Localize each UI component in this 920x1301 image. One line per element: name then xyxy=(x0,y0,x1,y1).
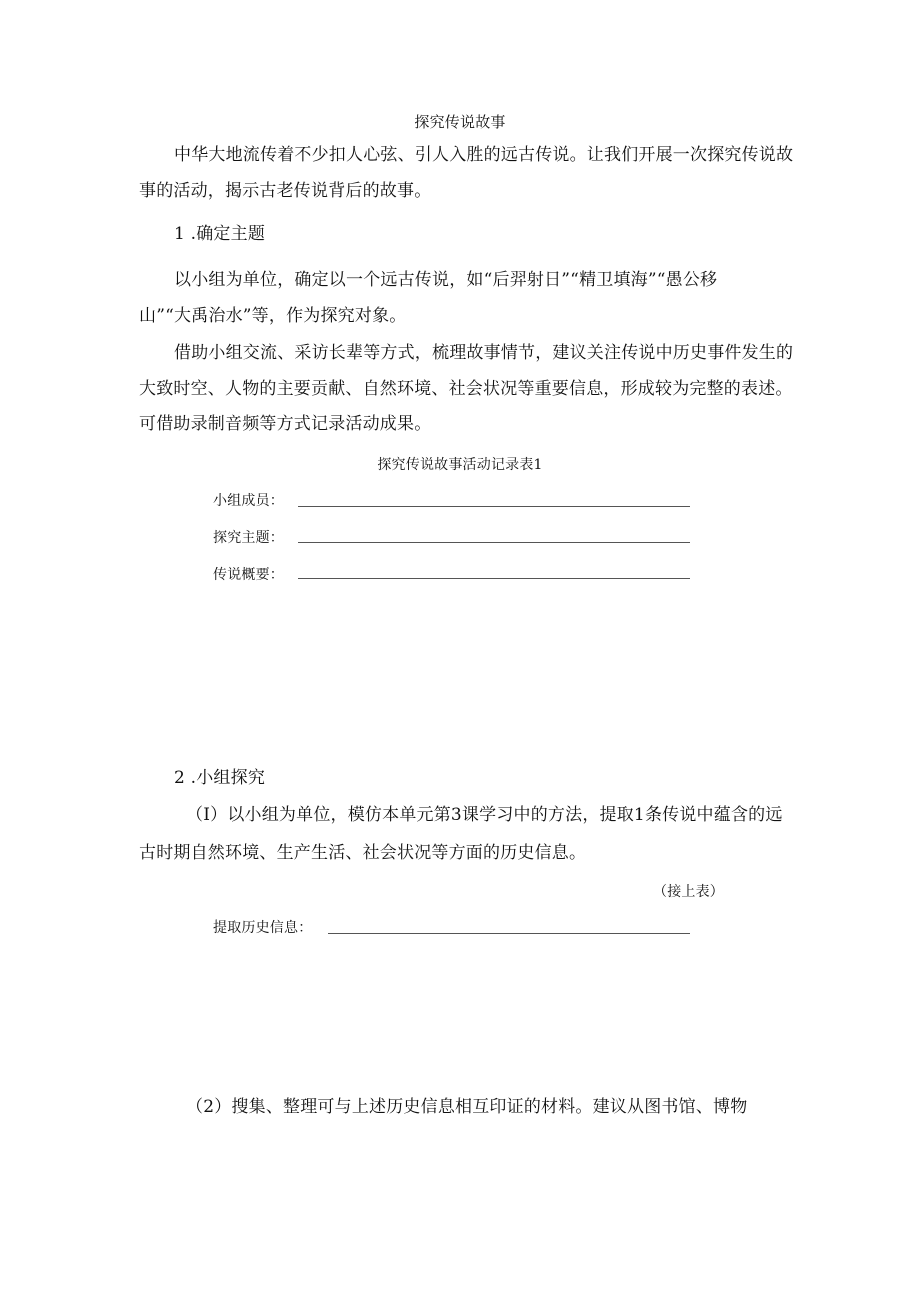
intro-line-2: 事的活动，揭示古老传说背后的故事。 xyxy=(139,181,432,201)
field-label-extract-history: 提取历史信息： xyxy=(213,920,313,936)
page-title: 探究传说故事 xyxy=(414,113,506,131)
section-2-item-1-line-1: （I）以小组为单位，模仿本单元第3课学习中的方法，提取1条传说中蕴含的远 xyxy=(186,805,783,825)
section-2-item-2-line-1: （2）搜集、整理可与上述历史信息相互印证的材料。建议从图书馆、博物 xyxy=(186,1097,748,1117)
field-label-summary: 传说概要： xyxy=(213,567,284,583)
field-line-extract-history[interactable] xyxy=(328,933,690,934)
field-label-group-members: 小组成员： xyxy=(213,493,284,509)
field-line-summary[interactable] xyxy=(298,578,690,579)
section-1-para-1-line-1: 以小组为单位，确定以一个远古传说，如“后羿射日”“精卫填海”“愚公移 xyxy=(174,270,718,290)
section-1-para-2-line-3: 可借助录制音频等方式记录活动成果。 xyxy=(139,414,432,434)
field-label-topic: 探究主题： xyxy=(213,530,284,546)
section-2-heading: 2 .小组探究 xyxy=(174,768,266,788)
section-1-para-2-line-2: 大致时空、人物的主要贡献、自然环境、社会状况等重要信息，形成较为完整的表述。 xyxy=(139,379,793,399)
section-1-para-2-line-1: 借助小组交流、采访长辈等方式，梳理故事情节，建议关注传说中历史事件发生的 xyxy=(174,343,794,363)
field-line-group-members[interactable] xyxy=(298,506,690,507)
section-1-para-1-line-2: 山”“大禹治水”等，作为探究对象。 xyxy=(139,306,407,326)
record-table-title: 探究传说故事活动记录表1 xyxy=(377,457,543,473)
intro-line-1: 中华大地流传着不少扣人心弦、引人入胜的远古传说。让我们开展一次探究传说故 xyxy=(174,145,794,165)
section-2-item-1-line-2: 古时期自然环境、生产生活、社会状况等方面的历史信息。 xyxy=(139,843,587,863)
section-1-heading: 1 .确定主题 xyxy=(174,224,266,244)
field-line-topic[interactable] xyxy=(298,542,690,543)
continued-note: （接上表） xyxy=(653,884,724,900)
